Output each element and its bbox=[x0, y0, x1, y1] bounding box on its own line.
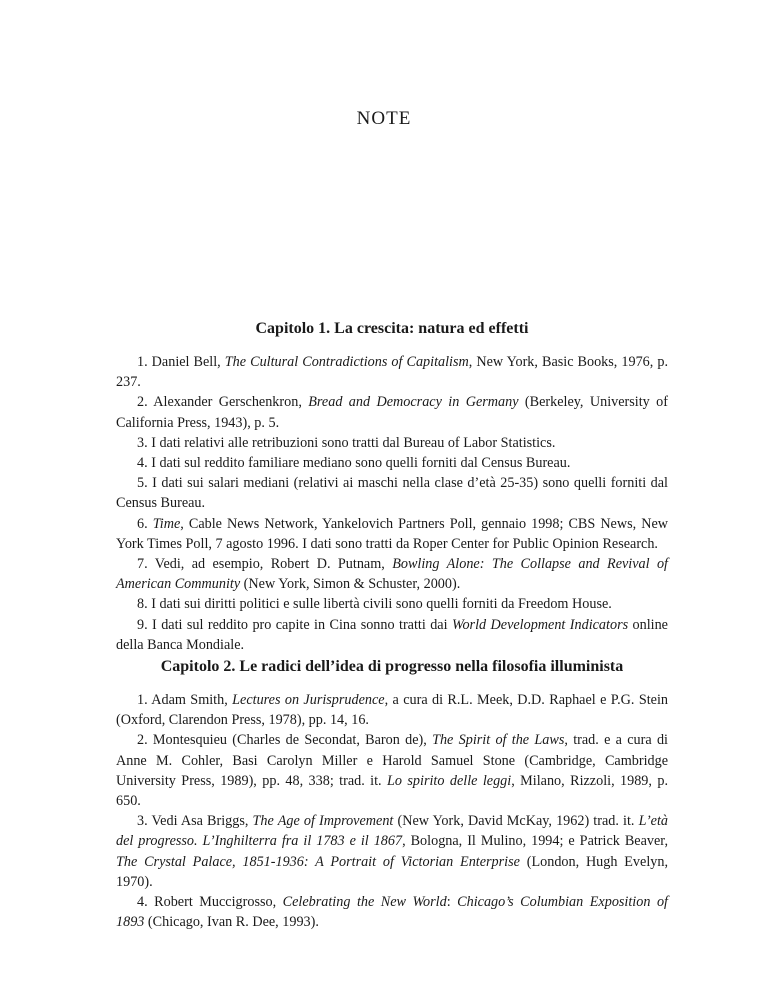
footnote-text: , a cura di R.L. Meek, D.D. Raphael e P.G. Stein (Oxford, Clarendon Press, 1978), pp. 14, 16. bbox=[116, 692, 668, 729]
footnote-text: 4. I dati sul reddito familiare mediano sono quelli forniti dal Census Bureau. bbox=[137, 455, 571, 472]
footnote-text: 5. I dati sui salari mediani (relativi ai maschi nella clase d’età 25-35) sono quelli forniti dal Census Bureau. bbox=[116, 475, 668, 512]
footnote-text: 7. Vedi, ad esempio, Robert D. Putnam, bbox=[137, 556, 393, 573]
footnote-title-text: Chicago’s Columbian Exposition of 1893 bbox=[116, 894, 668, 931]
chapter-2-notes bbox=[116, 690, 668, 932]
footnote-text: 9. I dati sul reddito pro capite in Cina sonno tratti dai bbox=[137, 616, 452, 633]
footnote-title-text: World Development Indicators bbox=[451, 616, 629, 633]
footnote-8 bbox=[116, 594, 668, 614]
footnote-text: 8. I dati sui diritti politici e sulle libertà civili sono quelli forniti da Freedom House. bbox=[137, 596, 612, 613]
footnote-text: 3. Vedi Asa Briggs, bbox=[137, 813, 253, 830]
footnote-title-text: Bowling Alone: The Collapse and Revival of American Community bbox=[116, 556, 668, 593]
footnote-text: 4. Robert Muccigrosso, bbox=[137, 894, 283, 911]
footnote-4 bbox=[116, 453, 668, 473]
footnote-text: (Berkeley, University of California Press, 1943), p. 5. bbox=[116, 394, 668, 431]
footnote-6 bbox=[116, 514, 668, 554]
footnote-5 bbox=[116, 473, 668, 513]
footnote-text: : bbox=[446, 894, 458, 911]
footnote-2 bbox=[116, 730, 668, 811]
footnote-title-text: The Cultural Contradictions of Capitalism bbox=[224, 354, 469, 370]
chapter-1-section bbox=[116, 320, 668, 655]
footnote-3 bbox=[116, 811, 668, 892]
footnote-text: 1. Adam Smith, bbox=[137, 692, 233, 708]
footnote-text: , trad. e a cura di Anne M. Cohler, Basi Carolyn Miller e Harold Samuel Stone (Cambridge, Cambridge University Press, 1989), pp. 48, 338; trad. it. bbox=[116, 732, 668, 789]
footnote-title-text: The Spirit of the Laws bbox=[432, 732, 565, 749]
footnote-text: , New York, Basic Books, 1976, p. 237. bbox=[116, 354, 668, 391]
footnote-title-text: Lo spirito delle leggi bbox=[387, 772, 512, 789]
footnote-title-text: The Crystal Palace, 1851-1936: A Portrait of Victorian Enterprise bbox=[116, 853, 520, 870]
footnote-text: 6. bbox=[137, 515, 153, 532]
footnote-1 bbox=[116, 690, 668, 730]
footnote-text: 1. Daniel Bell, bbox=[137, 354, 225, 370]
footnote-title-text: Bread and Democracy in Germany bbox=[308, 394, 519, 411]
footnote-title-text: Celebrating the New World bbox=[282, 894, 447, 911]
chapter-1-title: Capitolo 1. La crescita: natura ed effetti bbox=[255, 320, 529, 337]
footnote-7 bbox=[116, 554, 668, 594]
footnote-title-text: Lectures on Jurisprudence bbox=[232, 692, 385, 708]
chapter-2-title: Capitolo 2. Le radici dell’idea di progresso nella filosofia illuminista bbox=[160, 658, 624, 675]
footnote-text: (Chicago, Ivan R. Dee, 1993). bbox=[144, 914, 319, 931]
page-title: NOTE bbox=[356, 108, 412, 129]
footnote-3 bbox=[116, 433, 668, 453]
footnote-text: 3. I dati relativi alle retribuzioni sono tratti dal Bureau of Labor Statistics. bbox=[137, 434, 556, 451]
chapter-2-section bbox=[116, 658, 668, 932]
footnote-text: (London, Hugh Evelyn, 1970). bbox=[116, 853, 668, 890]
footnote-1 bbox=[116, 352, 668, 392]
footnote-text: 2. Alexander Gerschenkron, bbox=[137, 394, 309, 411]
footnote-title-text: Time bbox=[152, 515, 181, 532]
footnote-text: , Bologna, Il Mulino, 1994; e Patrick Beaver, bbox=[402, 833, 668, 850]
footnote-text: (New York, David McKay, 1962) trad. it. bbox=[393, 813, 639, 830]
footnote-4 bbox=[116, 892, 668, 932]
chapter-1-notes bbox=[116, 352, 668, 655]
footnote-text: online della Banca Mondiale. bbox=[116, 616, 668, 653]
footnote-title-text: The Age of Improvement bbox=[252, 813, 394, 830]
footnote-title-text: L’età del progresso. L’Inghilterra fra il 1783 e il 1867 bbox=[116, 813, 668, 850]
footnote-2 bbox=[116, 392, 668, 432]
footnote-text: (New York, Simon & Schuster, 2000). bbox=[240, 576, 461, 593]
footnote-text: 2. Montesquieu (Charles de Secondat, Baron de), bbox=[137, 732, 433, 749]
footnote-9 bbox=[116, 615, 668, 655]
footnote-text: , Cable News Network, Yankelovich Partners Poll, gennaio 1998; CBS News, New York Times Poll, 7 agosto 1996. I dati sono tratti da Roper Center for Public Opinion Research. bbox=[116, 515, 668, 552]
footnote-text: , Milano, Rizzoli, 1989, p. 650. bbox=[116, 772, 668, 810]
